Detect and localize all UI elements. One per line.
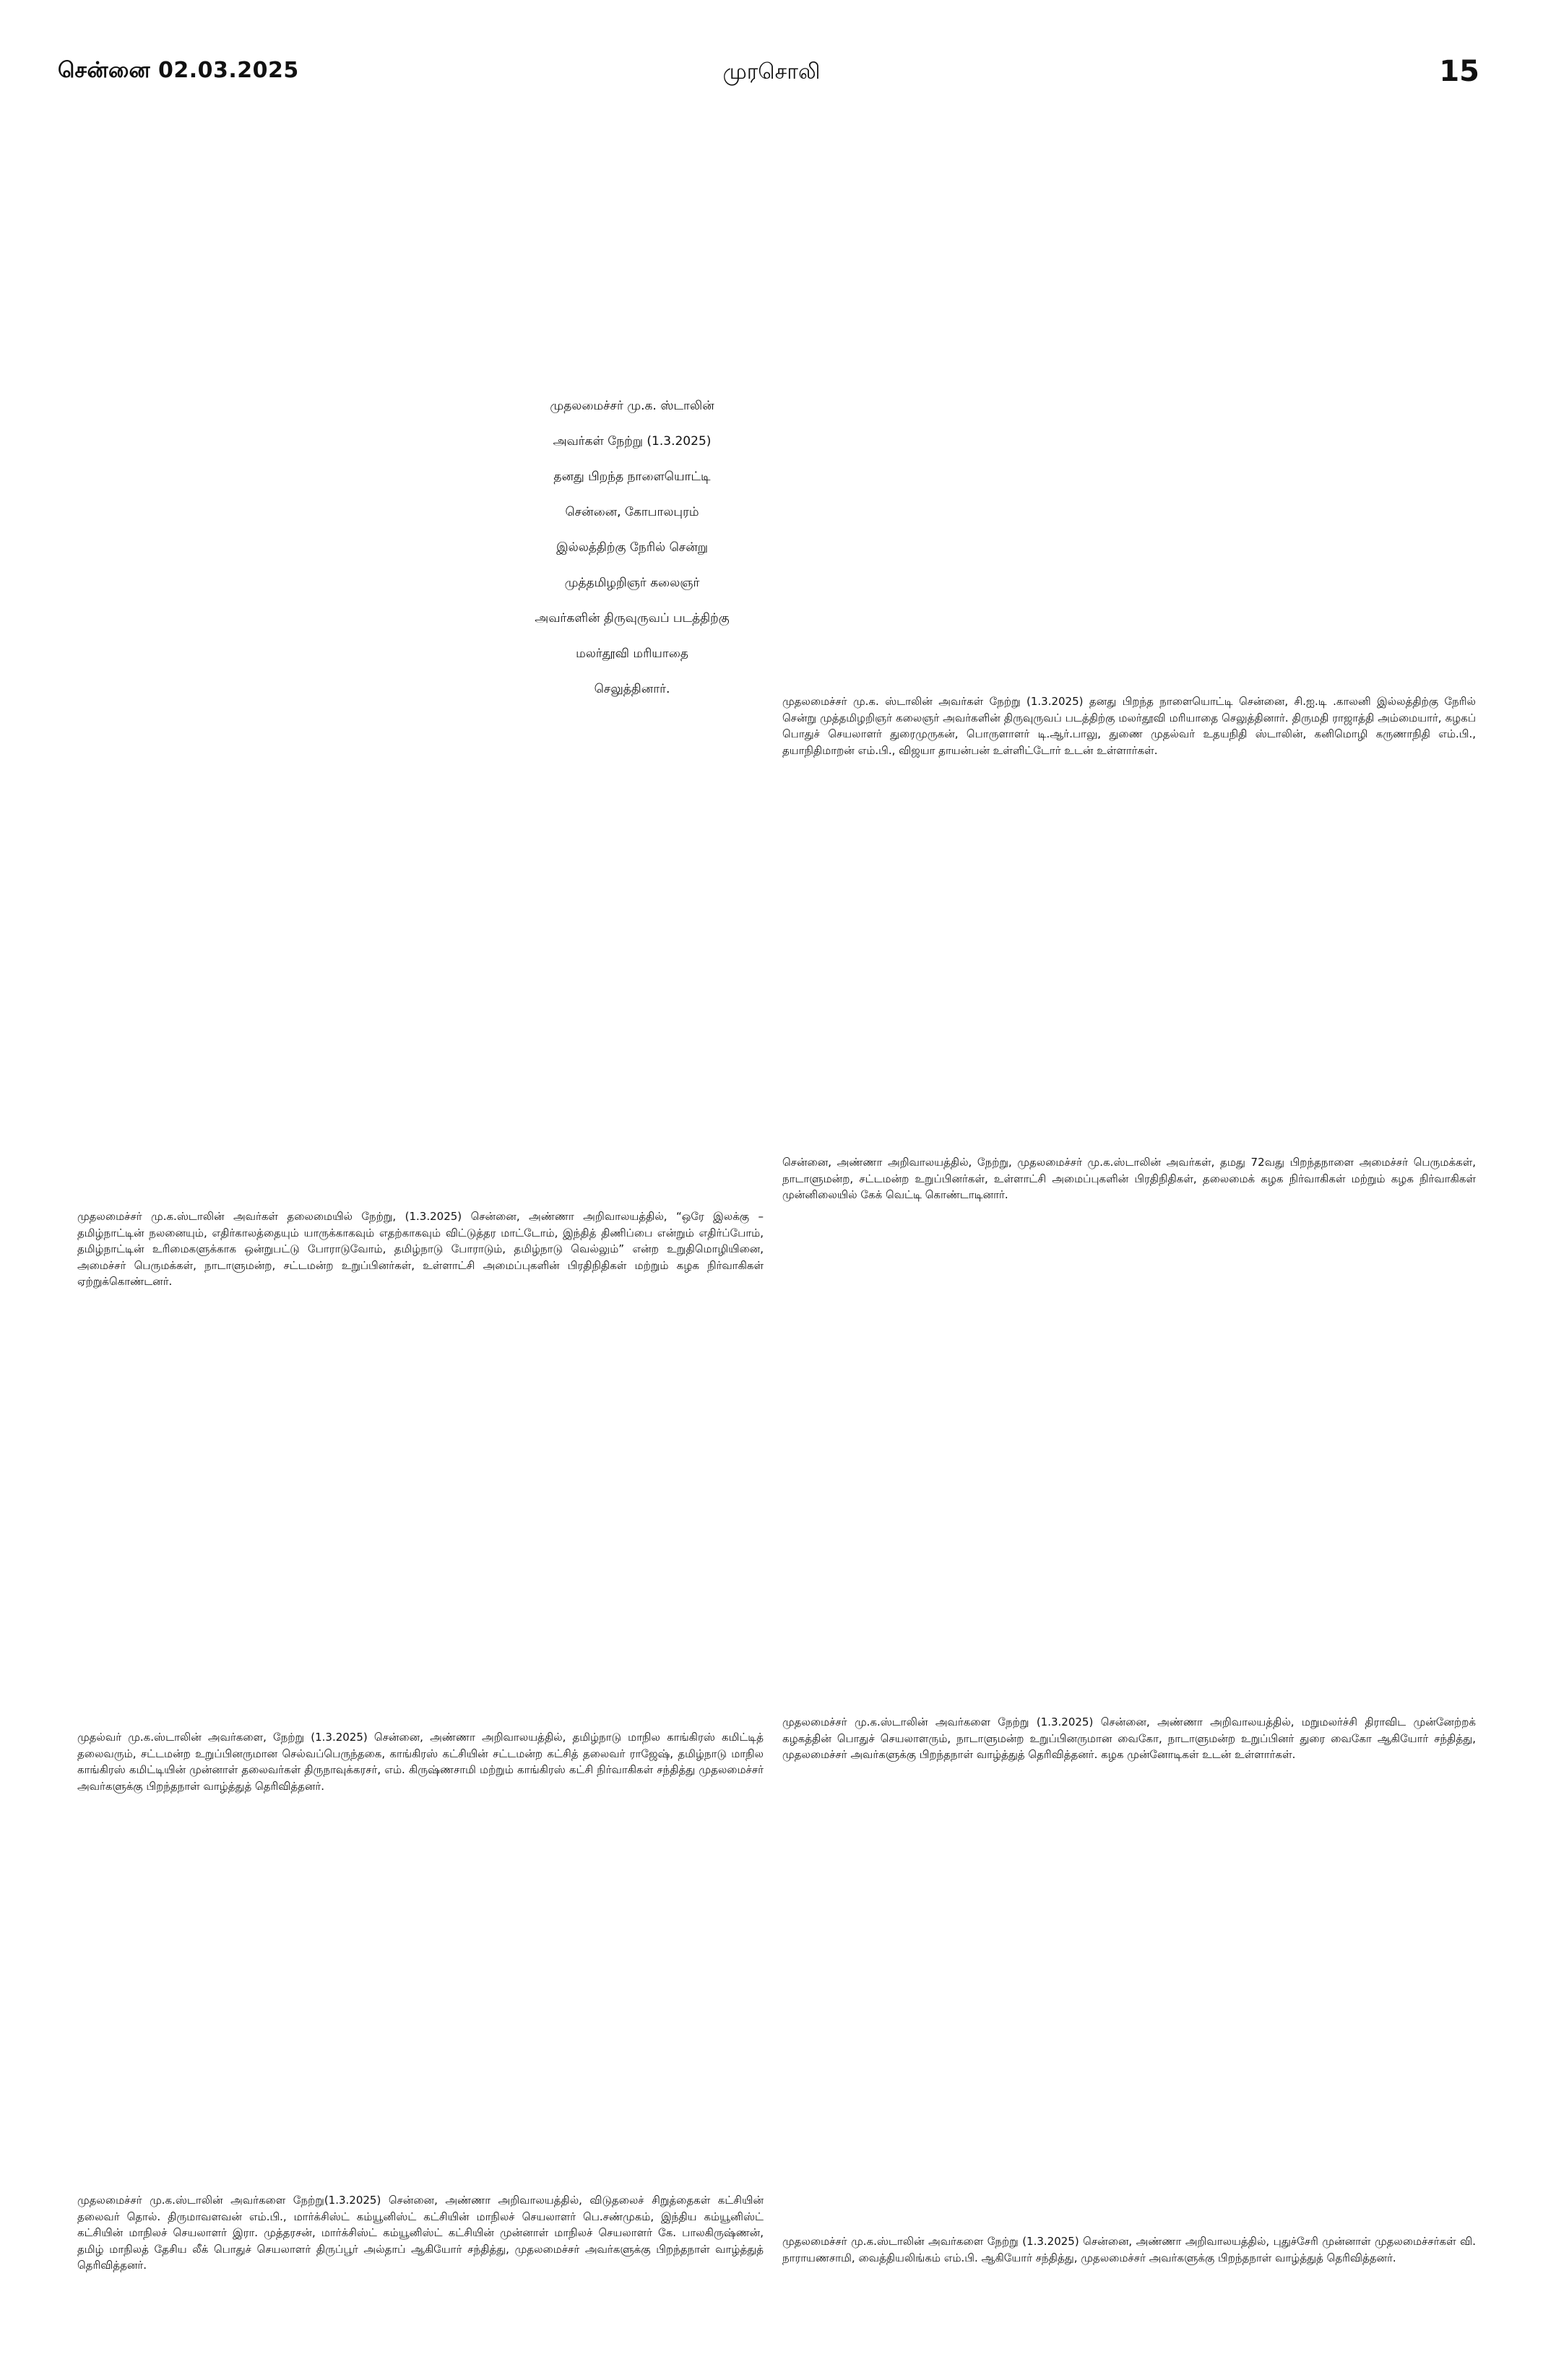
feature-line: அவர்களின் திருவுருவப் படத்திற்கு [535,611,730,626]
photo-caption-cit-colony: முதலமைச்சர் மு.க. ஸ்டாலின் அவர்கள் நேற்று (1.3.2025) தனது பிறந்த நாளையொட்டி சென்னை, சி.ஐ.டி .காலனி இல்லத்திற்கு நேரில் சென்று முத்தமிழறிஞர் கலைஞர் அவர்களின் திருவுருவப் படத்திற்கு மலர்தூவி மரியாதை செலுத்தினார். திருமதி ராஜாத்தி அம்மையார், கழகப் பொதுச் செயலாளர் துரைமுருகன், பொருளாளர் டி.ஆர்.பாலு, துணை முதல்வர் உதயநிதி ஸ்டாலின், கனிமொழி கருணாநிதி எம்.பி., தயாநிதிமாறன் எம்.பி., விஜயா தாயன்பன் உள்ளிட்டோர் உடன் உள்ளார்கள். [782,695,1476,757]
photo-caption-vck-left: முதலமைச்சர் மு.க.ஸ்டாலின் அவர்களை நேற்று(1.3.2025) சென்னை, அண்ணா அறிவாலயத்தில், விடுதலைச் சிறுத்தைகள் கட்சியின் தலைவர் தொல். திருமாவளவன் எம்.பி., மார்க்சிஸ்ட் கம்யூனிஸ்ட் கட்சியின் மாநிலச் செயலாளர் பெ.சண்முகம், இந்திய கம்யூனிஸ்ட் கட்சியின் மாநிலச் செயலாளர் இரா. முத்தரசன், மார்க்சிஸ்ட் கம்யூனிஸ்ட் கட்சியின் முன்னாள் மாநிலச் செயலாளர் கே. பாலகிருஷ்ணன், தமிழ் மாநிலத் தேசிய லீக் பொதுச் செயலாளர் திருப்பூர் அல்தாப் ஆகியோர் சந்தித்து, முதலமைச்சர் அவர்களுக்கு பிறந்தநாள் வாழ்த்துத் தெரிவித்தனர். [77,2194,764,2272]
feature-line: அவர்கள் நேற்று (1.3.2025) [553,434,712,449]
feature-line: செலுத்தினார். [594,682,670,696]
photo-caption-pledge: முதலமைச்சர் மு.க.ஸ்டாலின் அவர்கள் தலைமையில் நேற்று, (1.3.2025) சென்னை, அண்ணா அறிவாலயத்தில், “ஒரே இலக்கு – தமிழ்நாட்டின் நலனையும், எதிர்காலத்தையும் யாருக்காகவும் எதற்காகவும் விட்டுத்தர மாட்டோம், இந்தித் திணிப்பை என்றும் எதிர்ப்போம், தமிழ்நாட்டின் உரிமைகளுக்காக ஒன்றுபட்டு போராடுவோம், தமிழ்நாடு போராடும், தமிழ்நாடு வெல்லும்” என்ற உறுதிமொழியினை, அமைச்சர் பெருமக்கள், நாடாளுமன்ற, சட்டமன்ற உறுப்பினர்கள், உள்ளாட்சி அமைப்புகளின் பிரதிநிதிகள் மற்றும் கழக நிர்வாகிகள் ஏற்றுக்கொண்டனர். [77,1210,764,1288]
photo-caption-puducherry: முதலமைச்சர் மு.க.ஸ்டாலின் அவர்களை நேற்று (1.3.2025) சென்னை, அண்ணா அறிவாலயத்தில், புதுச்சேரி முன்னாள் முதலமைச்சர்கள் வி. நாராயணசாமி, வைத்தியலிங்கம் எம்.பி. ஆகியோர் சந்தித்து, முதலமைச்சர் அவர்களுக்கு பிறந்தநாள் வாழ்த்துத் தெரிவித்தனர். [782,2235,1476,2264]
feature-line: தனது பிறந்த நாளையொட்டி [553,469,711,484]
feature-caption [506,389,758,707]
newspaper-name: முரசொலி [722,59,821,85]
feature-line: முதலமைச்சர் மு.க. ஸ்டாலின் [550,399,714,413]
photo-caption-congress: முதல்வர் மு.க.ஸ்டாலின் அவர்களை, நேற்று (1.3.2025) சென்னை, அண்ணா அறிவாலயத்தில், தமிழ்நாடு மாநில காங்கிரஸ் கமிட்டித் தலைவரும், சட்டமன்ற உறுப்பினருமான செல்வப்பெருந்தகை, காங்கிரஸ் கட்சியின் சட்டமன்ற கட்சித் தலைவர் ராஜேஷ், தமிழ்நாடு மாநில காங்கிரஸ் கமிட்டியின் முன்னாள் தலைவர்கள் திருநாவுக்கரசர், எம். கிருஷ்ணசாமி மற்றும் காங்கிரஸ் கட்சி நிர்வாகிகள் சந்தித்து முதலமைச்சர் அவர்களுக்கு பிறந்தநாள் வாழ்த்துத் தெரிவித்தனர். [77,1731,764,1793]
feature-line: முத்தமிழறிஞர் கலைஞர் [564,576,700,590]
page-number: 15 [1439,55,1479,88]
page-date: சென்னை 02.03.2025 [58,58,299,83]
feature-line: மலர்தூவி மரியாதை [576,646,688,661]
feature-line: சென்னை, கோபாலபுரம் [565,505,699,519]
photo-caption-cake-cutting: சென்னை, அண்ணா அறிவாலயத்தில், நேற்று, முதலமைச்சர் மு.க.ஸ்டாலின் அவர்கள், தமது 72வது பிறந்தநாளை அமைச்சர் பெருமக்கள், நாடாளுமன்ற, சட்டமன்ற உறுப்பினர்கள், உள்ளாட்சி அமைப்புகளின் பிரதிநிதிகள், தலைமைக் கழக நிர்வாகிகள் மற்றும் கழக நிர்வாகிகள் முன்னிலையில் கேக் வெட்டி கொண்டாடினார். [782,1156,1476,1201]
photo-caption-vaiko: முதலமைச்சர் மு.க.ஸ்டாலின் அவர்களை நேற்று (1.3.2025) சென்னை, அண்ணா அறிவாலயத்தில், மறுமலர்ச்சி திராவிட முன்னேற்றக் கழகத்தின் பொதுச் செயலாளரும், நாடாளுமன்ற உறுப்பினருமான வைகோ, நாடாளுமன்ற உறுப்பினர் துரை வைகோ ஆகியோர் சந்தித்து, முதலமைச்சர் அவர்களுக்கு பிறந்தநாள் வாழ்த்துத் தெரிவித்தனர். கழக முன்னோடிகள் உடன் உள்ளார்கள். [782,1715,1476,1761]
feature-line: இல்லத்திற்கு நேரில் சென்று [556,540,708,555]
